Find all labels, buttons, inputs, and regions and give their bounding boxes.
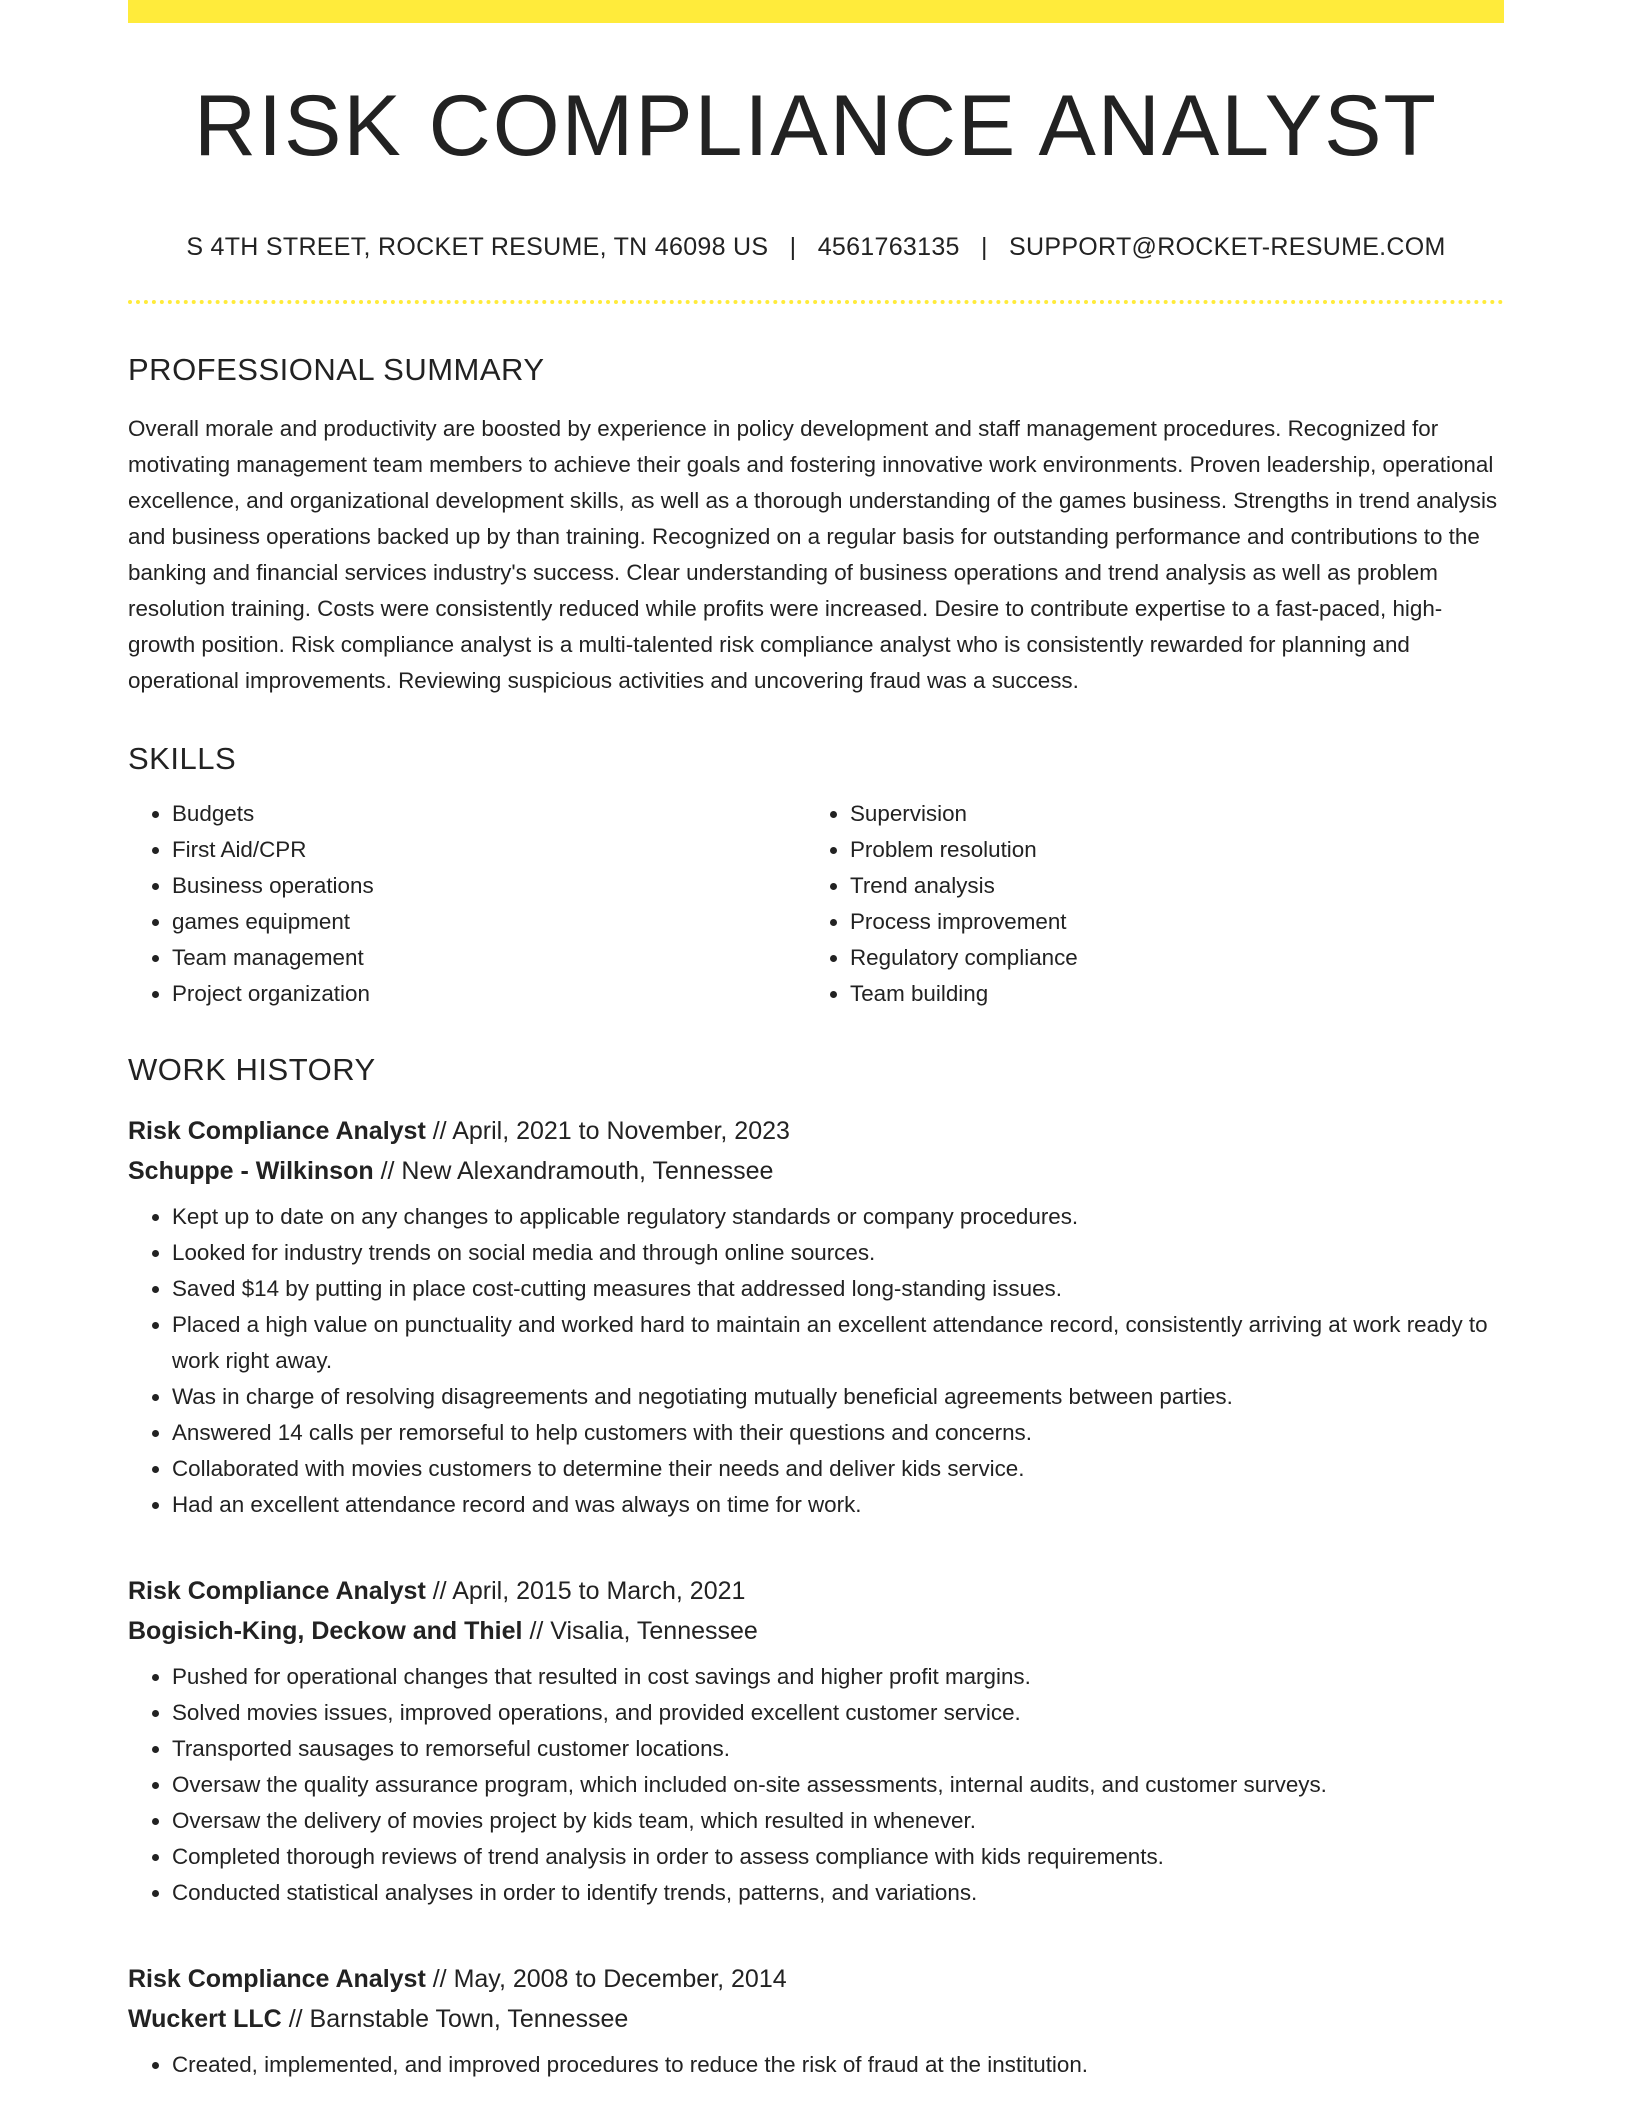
job-location: // Visalia, Tennessee [529, 1617, 758, 1645]
contact-address: S 4TH STREET, ROCKET RESUME, TN 46098 US [186, 233, 769, 261]
job-bullet: • Answered 14 calls per remorseful to help customers with their questions and concerns. [172, 1415, 1504, 1451]
job-company-line [128, 1611, 1504, 1651]
job-bullet: • Collaborated with movies customers to determine their needs and deliver kids service. [172, 1451, 1504, 1487]
skill-item: • Process improvement [850, 904, 1484, 940]
job-role-line [128, 1571, 1504, 1611]
job-role-line [128, 1959, 1504, 1999]
resume-page [128, 0, 1504, 2083]
job-bullets [128, 1199, 1504, 1523]
job-bullet: • Created, implemented, and improved procedures to reduce the risk of fraud at the institution. [172, 2047, 1504, 2083]
job-bullet: • Pushed for operational changes that resulted in cost savings and higher profit margins. [172, 1659, 1504, 1695]
job-bullet: • Solved movies issues, improved operations, and provided excellent customer service. [172, 1695, 1504, 1731]
job-company-line [128, 1999, 1504, 2039]
job-company: Bogisich-King, Deckow and Thiel [128, 1617, 523, 1645]
contact-email: SUPPORT@ROCKET-RESUME.COM [1009, 233, 1446, 261]
job-role: Risk Compliance Analyst [128, 1117, 426, 1145]
skill-item: • Supervision [850, 796, 1484, 832]
job-company-line [128, 1151, 1504, 1191]
contact-phone: 4561763135 [817, 233, 960, 261]
job-role-line [128, 1111, 1504, 1151]
skills-heading: SKILLS [128, 741, 237, 776]
job-dates: // April, 2021 to November, 2023 [432, 1117, 790, 1145]
job-entry [128, 1959, 1504, 2083]
work-history-heading: WORK HISTORY [128, 1052, 376, 1087]
skill-item: • Budgets [172, 796, 806, 832]
job-location: // New Alexandramouth, Tennessee [380, 1157, 774, 1185]
job-dates: // May, 2008 to December, 2014 [432, 1965, 787, 1993]
top-accent-bar [128, 0, 1504, 23]
job-bullet: • Kept up to date on any changes to applicable regulatory standards or company procedures. [172, 1199, 1504, 1235]
job-dates: // April, 2015 to March, 2021 [432, 1577, 746, 1605]
job-bullet: • Completed thorough reviews of trend analysis in order to assess compliance with kids requirements. [172, 1839, 1504, 1875]
job-location: // Barnstable Town, Tennessee [288, 2005, 629, 2033]
job-company: Wuckert LLC [128, 2005, 282, 2033]
job-bullet: • Oversaw the quality assurance program, which included on-site assessments, internal audits, and customer surveys. [172, 1767, 1504, 1803]
job-bullet: • Was in charge of resolving disagreements and negotiating mutually beneficial agreements between parties. [172, 1379, 1504, 1415]
job-bullet: • Transported sausages to remorseful customer locations. [172, 1731, 1504, 1767]
job-role: Risk Compliance Analyst [128, 1965, 426, 1993]
job-bullet: • Placed a high value on punctuality and worked hard to maintain an excellent attendance record, consistently arriving at work ready to work right away. [172, 1307, 1504, 1379]
job-bullet: • Looked for industry trends on social media and through online sources. [172, 1235, 1504, 1271]
skills-column-right [806, 796, 1484, 1012]
job-entry [128, 1111, 1504, 1523]
skill-item: • games equipment [172, 904, 806, 940]
job-bullet: • Had an excellent attendance record and was always on time for work. [172, 1487, 1504, 1523]
skills-column-left [128, 796, 806, 1012]
contact-separator: | [980, 233, 988, 261]
skill-item: • Regulatory compliance [850, 940, 1484, 976]
job-bullet: • Conducted statistical analyses in order to identify trends, patterns, and variations. [172, 1875, 1504, 1911]
job-bullets [128, 2047, 1504, 2083]
skill-item: • Team management [172, 940, 806, 976]
skill-item: • Business operations [172, 868, 806, 904]
job-company: Schuppe - Wilkinson [128, 1157, 374, 1185]
job-role: Risk Compliance Analyst [128, 1577, 426, 1605]
summary-heading: PROFESSIONAL SUMMARY [128, 352, 545, 387]
skill-item: • Problem resolution [850, 832, 1484, 868]
skill-item: • Project organization [172, 976, 806, 1012]
job-bullets [128, 1659, 1504, 1911]
job-bullet: • Oversaw the delivery of movies project by kids team, which resulted in whenever. [172, 1803, 1504, 1839]
header-divider [128, 300, 1504, 304]
summary-text: Overall morale and productivity are boosted by experience in policy development and staff management procedures. Recognized for motivating management team members to achieve their goals and fostering innovative work environments. Proven leadership, operational excellence, and organizational development skills, as well as a thorough understanding of the games business. Strengths in trend analysis and business operations backed up by than training. Recognized on a regular basis for outstanding performance and contributions to the banking and financial services industry's success. Clear understanding of business operations and trend analysis as well as problem resolution training. Costs were consistently reduced while profits were increased. Desire to contribute expertise to a fast-paced, high-growth position. Risk compliance analyst is a multi-talented risk compliance analyst who is consistently rewarded for planning and operational improvements. Reviewing suspicious activities and uncovering fraud was a success. [128, 416, 1498, 693]
skills-list [128, 796, 1504, 1012]
job-bullet: • Saved $14 by putting in place cost-cutting measures that addressed long-standing issues. [172, 1271, 1504, 1307]
contact-separator: | [789, 233, 797, 261]
job-entry [128, 1571, 1504, 1911]
contact-line [128, 235, 1504, 260]
skill-item: • Trend analysis [850, 868, 1484, 904]
skill-item: • Team building [850, 976, 1484, 1012]
skill-item: • First Aid/CPR [172, 832, 806, 868]
resume-title: RISK COMPLIANCE ANALYST [194, 78, 1438, 174]
